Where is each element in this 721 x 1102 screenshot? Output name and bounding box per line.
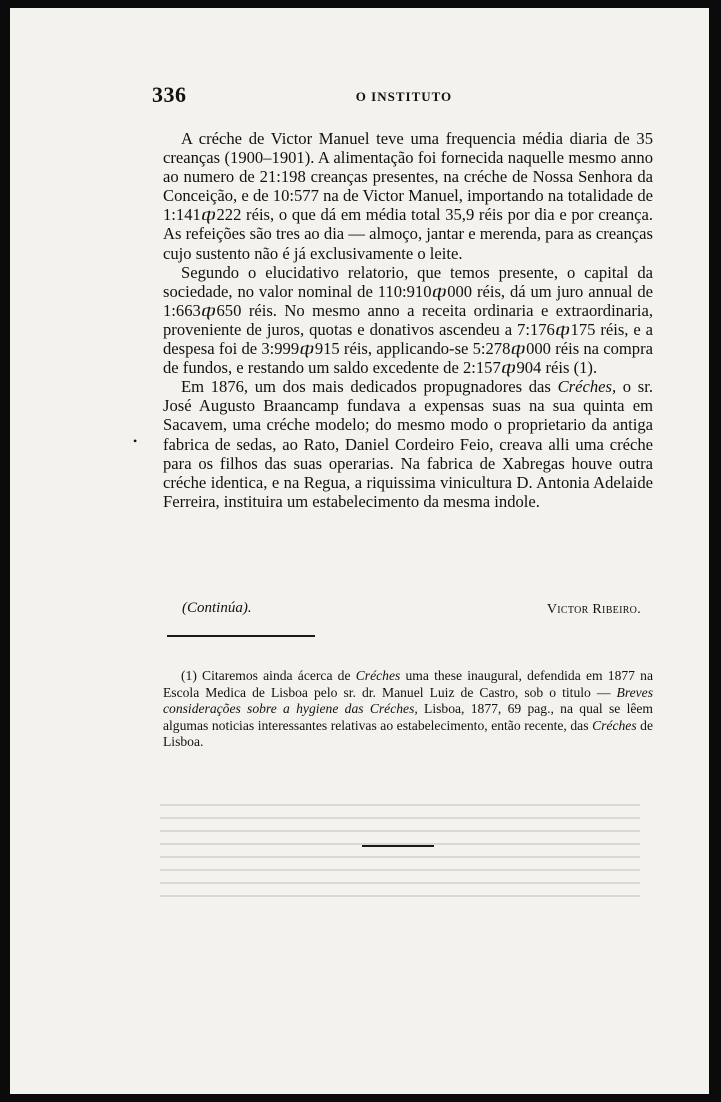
paragraph: A créche de Victor Manuel teve uma frequencia média diaria de 35 creanças (1900–1901). A alimentação foi fornecida naquelle mesmo anno ao numero de 21:198 creanças presentes, na créche de Nossa Senhora da Conceição, e de 10:577 na de Victor Manuel, importando na totalidade de 1:141ⴔ222 réis, o que dá em média total 35,9 réis por dia e por creança. As refeições são tres ao dia — almoço, jantar e merenda, para as creanças cujo sustento não é já exclusivamente o leite. [163, 129, 653, 263]
running-title: O INSTITUTO [355, 89, 453, 104]
end-divider [362, 845, 434, 847]
page-header [152, 82, 656, 108]
author-signature: Victor Ribeiro. [546, 602, 641, 617]
footnote-divider [167, 635, 315, 637]
paragraph-text: Em 1876, um dos mais dedicados propugnadores das [181, 377, 558, 397]
italic-term: Créches [355, 668, 401, 683]
footnote-segment: uma these inaugural, defendida em 1877 na Escola Medica de Lisboa pelo sr. dr. Manuel Luiz de Castro, sob o titulo — [163, 668, 653, 700]
paragraph: Segundo o elucidativo relatorio, que temos presente, o capital da sociedade, no valor nominal de 110:910ⴔ000 réis, dá um juro annual de 1:663ⴔ650 réis. No mesmo anno a receita ordinaria e extraordinaria, proveniente de juros, quotas e donativos ascendeu a 7:176ⴔ175 réis, e a despesa foi de 3:999ⴔ915 réis, applicando-se 5:278ⴔ000 réis na compra de fundos, e restando um saldo excedente de 2:157ⴔ904 réis (1). [163, 262, 653, 378]
italic-title: Breves considerações sobre a hygiene das Créches, [163, 684, 653, 716]
footnote-segment: (1) Citaremos ainda ácerca de [181, 668, 356, 683]
continued-note: (Continúa). [182, 600, 252, 616]
main-text [163, 129, 653, 511]
bleed-through-shadow [160, 793, 640, 923]
paragraph-text: o sr. José Augusto Braancamp fundava a expensas suas na sua quinta em Sacavem, uma créche modelo; do mesmo modo o proprietario da antiga fabrica de sedas, ao Rato, Daniel Cordeiro Feio, creava alli uma créche para os filhos das suas operarias. Na fabrica de Xabregas houve outra créche identica, e na Regua, a riquissima vinicultura D. Antonia Adelaide Ferreira, instituira um estabelecimento da mesma indole. [163, 377, 654, 511]
italic-term: Créches [592, 717, 637, 733]
footnote-segment: Lisboa, 1877, 69 pag., na qual se lêem algumas noticias interessantes relativas ao estabelecimento, então recente, das [163, 701, 653, 733]
book-page [10, 8, 709, 1094]
paragraph [163, 377, 653, 511]
footnote [163, 668, 653, 751]
italic-term: Créches, [557, 377, 617, 397]
margin-mark: • [133, 434, 138, 448]
footnote-segment: de Lisboa. [163, 717, 653, 749]
signature-row [182, 600, 641, 620]
page-number: 336 [152, 82, 187, 107]
footnote-text [163, 668, 653, 751]
